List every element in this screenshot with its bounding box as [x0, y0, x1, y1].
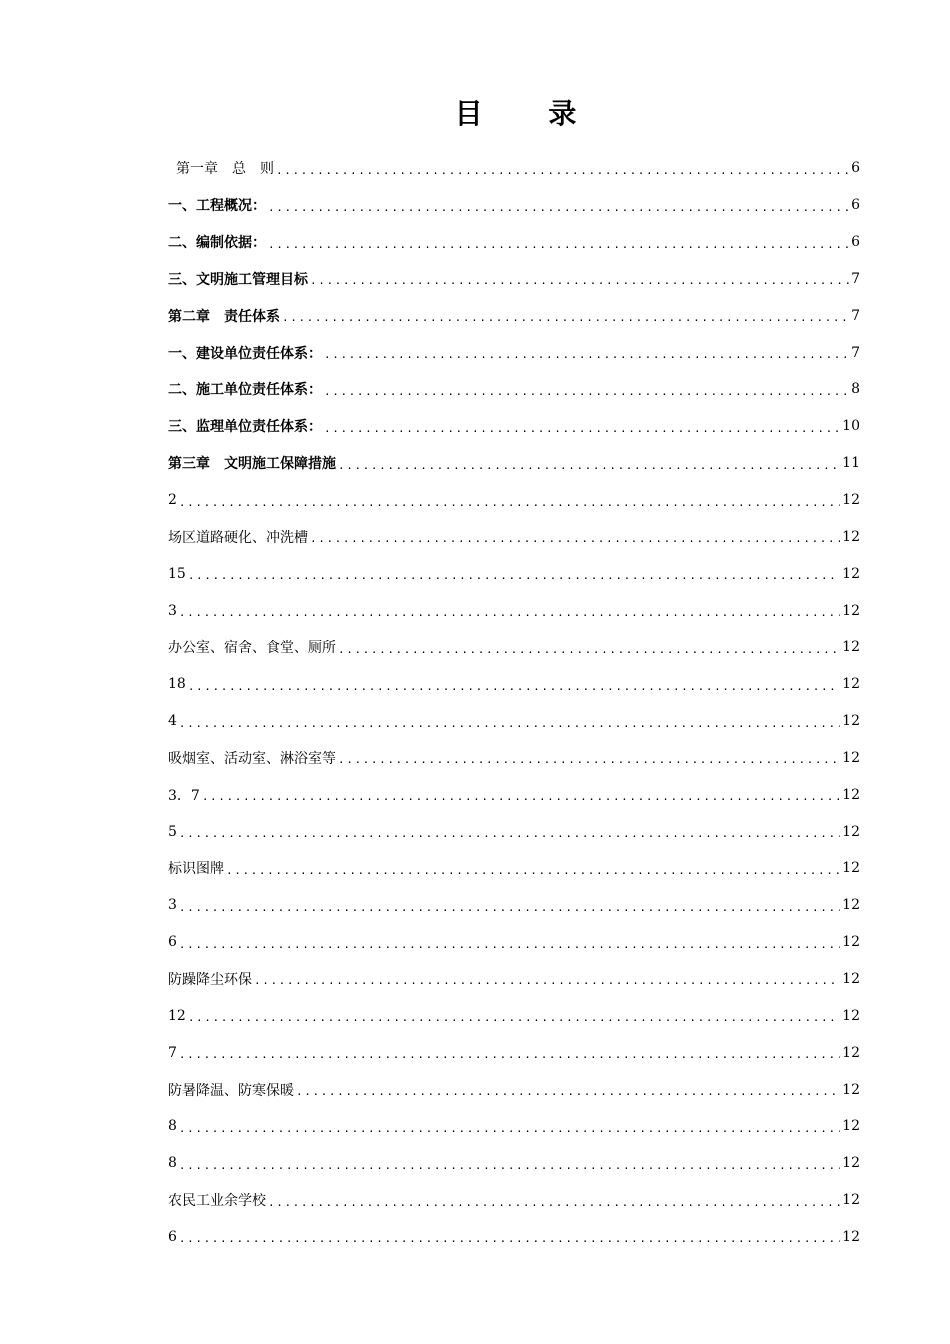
toc-entry-label: 3 [168, 897, 177, 914]
toc-dot-leader [254, 974, 840, 987]
toc-entry[interactable] [168, 813, 860, 850]
toc-entry[interactable] [168, 224, 860, 261]
toc-entry[interactable] [168, 740, 860, 777]
toc-entry-label: 场区道路硬化、冲洗槽 [168, 529, 308, 546]
toc-entry-label: 三、监理单位责任体系： [168, 419, 322, 436]
toc-entry-page-number: 6 [851, 160, 860, 177]
toc-entry[interactable] [168, 445, 860, 482]
toc-entry-page-number: 7 [851, 270, 860, 287]
toc-entry-label: 15 [168, 565, 186, 582]
toc-entry-page-number: 11 [842, 455, 860, 472]
toc-entry-page-number: 6 [851, 197, 860, 214]
toc-entry[interactable] [168, 555, 860, 592]
toc-entry-page-number: 12 [842, 823, 860, 840]
toc-entry[interactable] [168, 592, 860, 629]
toc-entry-label: 一、工程概况： [168, 198, 266, 215]
toc-entry[interactable] [168, 887, 860, 924]
toc-entry-label: 18 [168, 676, 186, 693]
toc-list [168, 150, 860, 1255]
toc-entry-page-number: 10 [842, 418, 860, 435]
toc-dot-leader [226, 864, 840, 877]
toc-dot-leader [268, 1196, 840, 1209]
toc-entry-label: 6 [168, 1228, 177, 1245]
toc-entry-label: 标识图牌 [168, 861, 224, 878]
toc-entry-label: 一、建设单位责任体系： [168, 345, 322, 362]
toc-entry-label: 6 [168, 934, 177, 951]
toc-dot-leader [179, 717, 840, 730]
toc-entry-page-number: 12 [842, 1228, 860, 1245]
toc-entry-label: 12 [168, 1007, 186, 1024]
toc-entry-label: 第二章 责任体系 [168, 308, 280, 325]
toc-entry-page-number: 12 [842, 528, 860, 545]
toc-entry-label: 吸烟室、活动室、淋浴室等 [168, 750, 336, 767]
toc-dot-leader [276, 164, 849, 177]
toc-dot-leader [282, 311, 849, 324]
toc-entry-page-number: 12 [842, 786, 860, 803]
toc-entry-label: 3．7 [168, 787, 200, 804]
toc-entry-label: 三、文明施工管理目标 [168, 271, 308, 288]
toc-dot-leader [179, 1159, 840, 1172]
toc-dot-leader [179, 496, 840, 509]
toc-entry[interactable] [168, 924, 860, 961]
toc-entry[interactable] [168, 297, 860, 334]
toc-entry[interactable] [168, 961, 860, 998]
toc-dot-leader [324, 385, 849, 398]
toc-dot-leader [338, 753, 840, 766]
toc-entry-page-number: 12 [842, 492, 860, 509]
toc-entry-label: 防暑降温、防寒保暖 [168, 1082, 294, 1099]
toc-entry[interactable] [168, 518, 860, 555]
toc-dot-leader [188, 569, 840, 582]
toc-entry-page-number: 12 [842, 1155, 860, 1172]
toc-entry[interactable] [168, 187, 860, 224]
toc-entry-label: 3 [168, 602, 177, 619]
toc-entry[interactable] [168, 1071, 860, 1108]
toc-entry-page-number: 12 [842, 565, 860, 582]
toc-entry[interactable] [168, 850, 860, 887]
toc-entry-page-number: 12 [842, 1192, 860, 1209]
toc-entry[interactable] [168, 666, 860, 703]
toc-entry-page-number: 12 [842, 970, 860, 987]
toc-entry-page-number: 12 [842, 934, 860, 951]
toc-dot-leader [188, 1011, 840, 1024]
toc-dot-leader [179, 901, 840, 914]
toc-dot-leader [268, 201, 849, 214]
toc-entry-page-number: 12 [842, 749, 860, 766]
toc-entry-label: 防躁降尘环保 [168, 971, 252, 988]
toc-entry-label: 2 [168, 492, 177, 509]
toc-dot-leader [202, 790, 840, 803]
toc-entry-page-number: 12 [842, 602, 860, 619]
toc-dot-leader [179, 606, 840, 619]
toc-entry[interactable] [168, 703, 860, 740]
toc-entry[interactable] [168, 1145, 860, 1182]
toc-entry-page-number: 12 [842, 897, 860, 914]
toc-dot-leader [179, 1232, 840, 1245]
toc-entry-page-number: 6 [851, 234, 860, 251]
toc-entry-label: 8 [168, 1155, 177, 1172]
toc-entry-label: 4 [168, 713, 177, 730]
toc-entry-page-number: 7 [851, 344, 860, 361]
toc-entry-page-number: 12 [842, 713, 860, 730]
toc-dot-leader [296, 1085, 840, 1098]
toc-dot-leader [179, 1122, 840, 1135]
toc-entry-page-number: 12 [842, 860, 860, 877]
toc-entry-label: 7 [168, 1044, 177, 1061]
toc-title: 目 录 [454, 97, 605, 130]
toc-entry[interactable] [168, 150, 860, 187]
toc-dot-leader [179, 938, 840, 951]
toc-entry-label: 办公室、宿舍、食堂、厕所 [168, 640, 336, 657]
toc-dot-leader [338, 459, 840, 472]
toc-entry[interactable] [168, 1108, 860, 1145]
toc-dot-leader [310, 532, 840, 545]
toc-entry-page-number: 12 [842, 1118, 860, 1135]
toc-dot-leader [310, 274, 849, 287]
toc-entry[interactable] [168, 334, 860, 371]
toc-entry[interactable] [168, 629, 860, 666]
toc-entry-label: 二、施工单位责任体系： [168, 382, 322, 399]
toc-dot-leader [324, 422, 840, 435]
toc-entry-page-number: 12 [842, 1081, 860, 1098]
toc-entry[interactable] [168, 371, 860, 408]
toc-entry-label: 5 [168, 823, 177, 840]
toc-entry[interactable] [168, 482, 860, 519]
toc-dot-leader [324, 348, 849, 361]
toc-entry-page-number: 7 [851, 307, 860, 324]
toc-entry[interactable] [168, 261, 860, 298]
toc-dot-leader [188, 680, 840, 693]
toc-entry-page-number: 12 [842, 1007, 860, 1024]
toc-entry-page-number: 12 [842, 676, 860, 693]
toc-entry-page-number: 8 [851, 381, 860, 398]
toc-dot-leader [268, 238, 849, 251]
toc-entry[interactable] [168, 776, 860, 813]
toc-entry-label: 第一章 总 则 [176, 161, 274, 178]
toc-entry-label: 第三章 文明施工保障措施 [168, 456, 336, 473]
toc-dot-leader [179, 1048, 840, 1061]
toc-entry[interactable] [168, 1034, 860, 1071]
toc-entry-page-number: 12 [842, 639, 860, 656]
toc-entry-page-number: 12 [842, 1044, 860, 1061]
toc-entry[interactable] [168, 1182, 860, 1219]
toc-entry[interactable] [168, 1218, 860, 1255]
toc-dot-leader [338, 643, 840, 656]
toc-entry[interactable] [168, 408, 860, 445]
toc-dot-leader [179, 827, 840, 840]
toc-entry-label: 二、编制依据： [168, 235, 266, 252]
toc-entry-label: 农民工业余学校 [168, 1193, 266, 1210]
toc-entry-label: 8 [168, 1118, 177, 1135]
toc-entry[interactable] [168, 997, 860, 1034]
